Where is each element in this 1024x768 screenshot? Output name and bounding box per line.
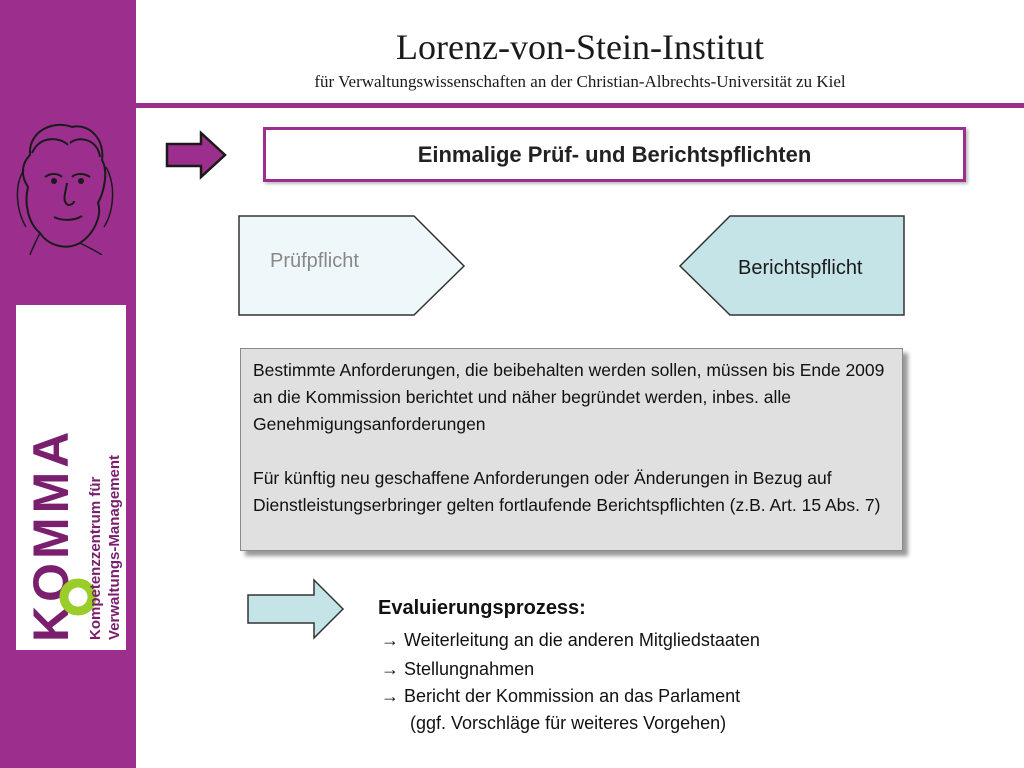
- logo-tagline-line1: Kompetenzzentrum für: [87, 476, 104, 640]
- requirements-paragraph-1: Bestimmte Anforderungen, die beibehalten werden sollen, müssen bis Ende 2009 an die Kommission berichtet und näher begründet werden, inbes. alle Genehmigungsanforderungen: [253, 360, 885, 434]
- evaluation-item: → Weiterleitung an die anderen Mitgliedstaaten: [381, 630, 760, 650]
- requirements-textbox: [240, 348, 903, 551]
- komma-logo-graphic: [16, 305, 126, 650]
- evaluation-heading: Evaluierungsprozess:: [378, 597, 586, 619]
- portrait-sketch-icon: [10, 115, 120, 255]
- evaluation-item: → Bericht der Kommission an das Parlament: [381, 686, 741, 706]
- pruefpflicht-label: Prüfpflicht: [270, 250, 359, 272]
- arrow-right-icon: [165, 130, 229, 180]
- logo-brand-text: KOMMA: [23, 427, 79, 642]
- slide-title-box: [263, 127, 966, 182]
- institute-subtitle: für Verwaltungswissenschaften an der Christian-Albrechts-Universität zu Kiel: [314, 72, 846, 91]
- evaluation-item: → Stellungnahmen: [381, 659, 535, 679]
- logo-tagline-line2: Verwaltungs-Management: [106, 454, 123, 640]
- berichtspflicht-label: Berichtspflicht: [738, 257, 863, 279]
- evaluation-item: (ggf. Vorschläge für weiteres Vorgehen): [410, 713, 727, 733]
- slide-title: Einmalige Prüf- und Berichtspflichten: [417, 141, 812, 167]
- komma-logo: [16, 305, 126, 650]
- institute-title: Lorenz-von-Stein-Institut: [396, 27, 764, 67]
- requirements-paragraph-2: Für künftig neu geschaffene Anforderungen oder Änderungen in Bezug auf Dienstleistungserbringer gelten fortlaufende Berichtspflichten (z.B. Art. 15 Abs. 7): [253, 468, 881, 515]
- arrow-right-icon: [246, 578, 346, 640]
- header-divider: [136, 103, 1024, 108]
- header: [136, 0, 1024, 108]
